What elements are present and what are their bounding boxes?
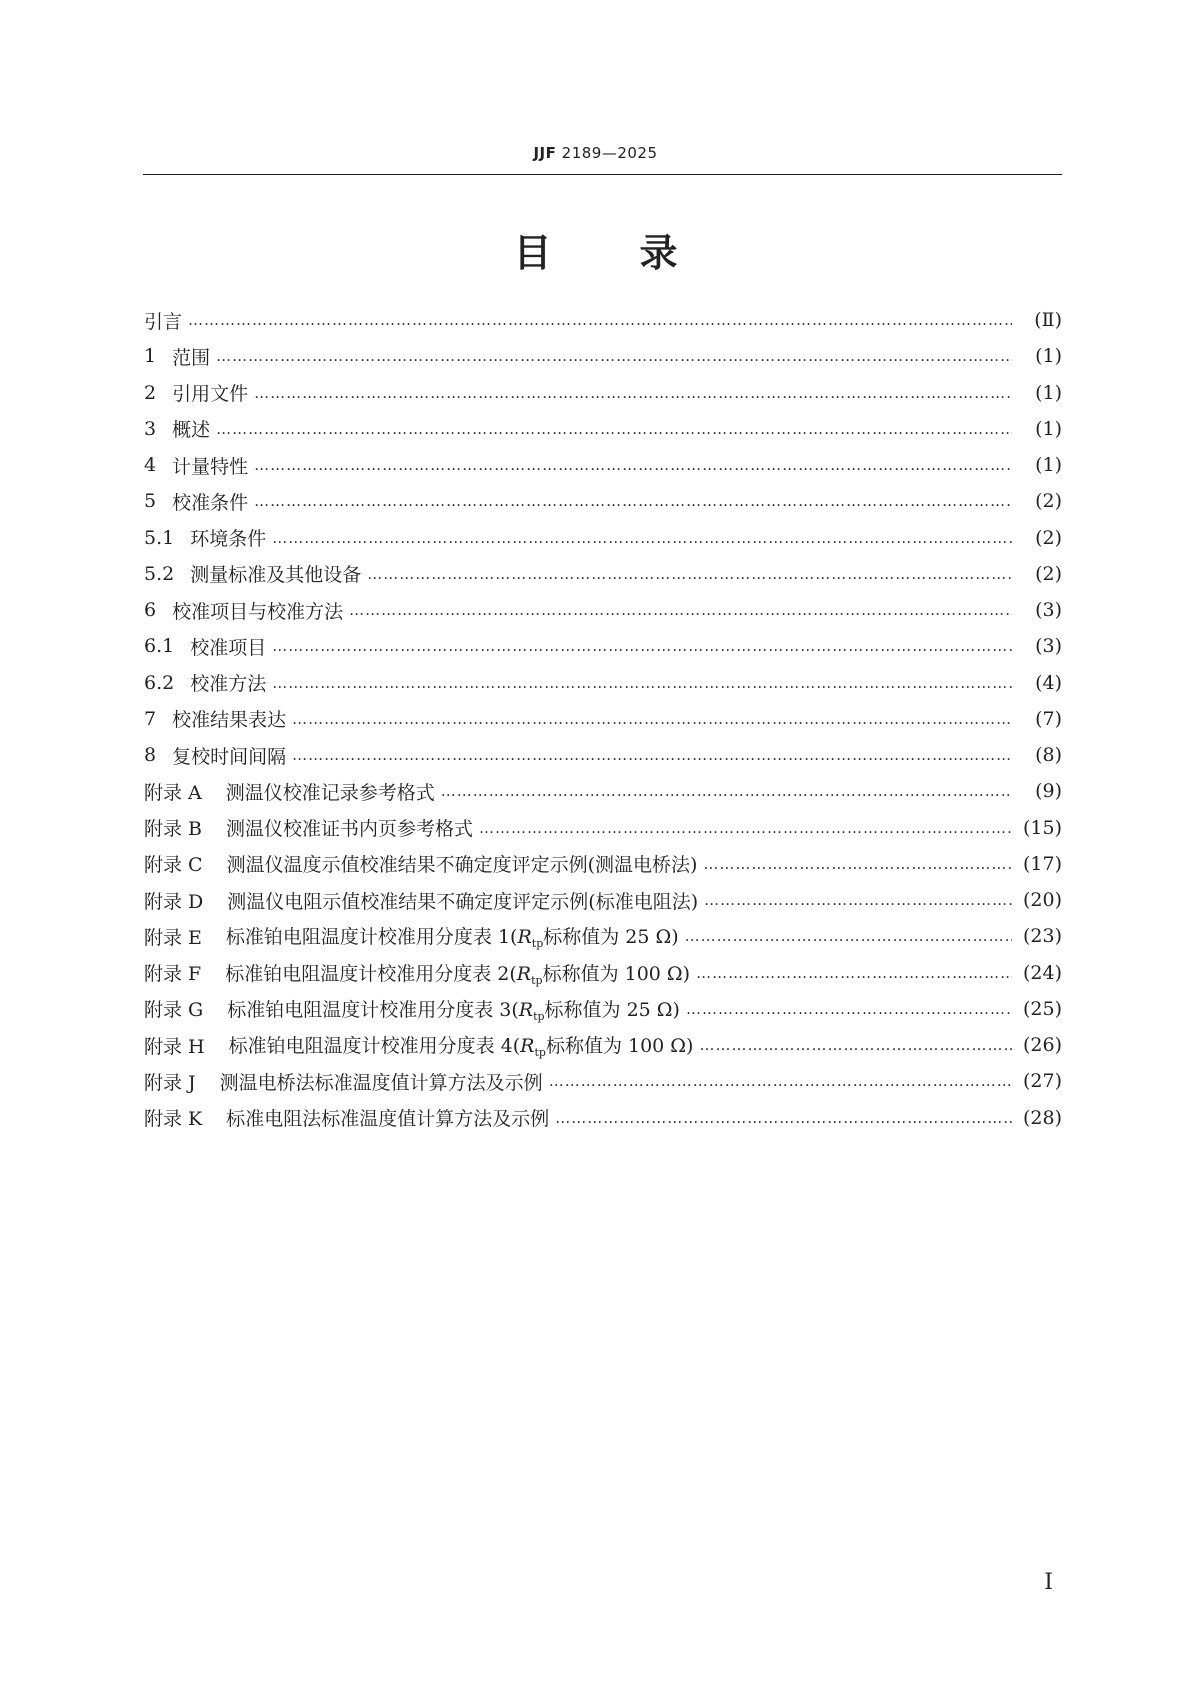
toc-entry-number: 8 — [144, 744, 157, 767]
toc-entry-label — [229, 1031, 694, 1059]
toc-entry-label: 引言 — [144, 310, 183, 333]
toc-entry-page: (27) — [1022, 1070, 1062, 1093]
toc-leader-dots — [254, 492, 1012, 510]
toc-entry-label-prefix: 标准铂电阻温度计校准用分度表 4( — [228, 1035, 521, 1058]
toc-entry[interactable] — [144, 773, 1062, 809]
toc-entry-number: 附录 D — [144, 890, 204, 913]
toc-entry-page: (4) — [1035, 671, 1062, 694]
toc-entry[interactable] — [144, 447, 1062, 483]
toc-entry-page: (1) — [1035, 454, 1062, 477]
toc-entry[interactable] — [144, 302, 1062, 338]
toc-entry-page: (8) — [1035, 744, 1062, 767]
toc-entry[interactable] — [144, 918, 1062, 954]
toc-leader-dots — [292, 710, 1012, 728]
toc-leader-dots — [549, 1072, 1012, 1090]
toc-entry-number: 4 — [144, 454, 157, 477]
toc-leader-dots — [216, 420, 1012, 438]
toc-entry-label-suffix: 标称值为 100 Ω) — [542, 962, 691, 985]
toc-entry-page: (9) — [1035, 780, 1062, 803]
toc-entry[interactable] — [144, 1027, 1062, 1063]
toc-entry[interactable] — [144, 882, 1062, 918]
toc-entry-label: 校准方法 — [190, 673, 267, 696]
toc-entry-page: (26) — [1022, 1034, 1062, 1057]
toc-entry[interactable] — [144, 991, 1062, 1027]
toc-entry-label: 测量标准及其他设备 — [190, 564, 362, 587]
toc-leader-dots — [685, 927, 1012, 945]
toc-entry-label: 计量特性 — [172, 455, 249, 478]
title-char-1: 目 — [513, 231, 552, 275]
toc-entry[interactable] — [144, 556, 1062, 592]
toc-entry-page: (24) — [1022, 961, 1062, 984]
toc-entry-label: 标准电阻法标准温度值计算方法及示例 — [226, 1108, 550, 1131]
toc-entry-subscript: tp — [534, 1046, 546, 1060]
toc-entry-number: 5.1 — [144, 526, 175, 549]
toc-entry[interactable] — [144, 1100, 1062, 1136]
toc-entry-number: 2 — [144, 381, 157, 404]
toc-entry-label-suffix: 标称值为 25 Ω) — [544, 998, 680, 1021]
page-number: Ⅰ — [1044, 1570, 1053, 1595]
toc-entry-label: 校准结果表达 — [172, 709, 287, 732]
header-rule — [143, 174, 1062, 175]
toc-entry-number: 附录 H — [144, 1035, 205, 1058]
toc-leader-dots — [349, 601, 1012, 619]
toc-entry-number: 6.1 — [144, 635, 175, 658]
toc-entry[interactable] — [144, 665, 1062, 701]
toc-entry[interactable] — [144, 846, 1062, 882]
toc-entry[interactable] — [144, 955, 1062, 991]
toc-entry-page: (Ⅱ) — [1034, 309, 1062, 332]
toc-entry-label: 概述 — [172, 419, 211, 442]
toc-entry-number: 附录 E — [144, 926, 202, 949]
toc-entry-page: (2) — [1035, 562, 1062, 585]
toc-entry-label — [225, 959, 690, 987]
toc-entry-number: 6.2 — [144, 671, 175, 694]
toc-entry-variable: R — [518, 998, 534, 1021]
toc-entry-variable: R — [520, 1035, 535, 1058]
toc-entry-subscript: tp — [531, 973, 543, 987]
toc-leader-dots — [703, 855, 1012, 873]
toc-entry-page: (1) — [1035, 345, 1062, 368]
toc-entry-label: 校准项目 — [190, 636, 267, 659]
toc-entry-number: 6 — [144, 599, 157, 622]
toc-entry-page: (3) — [1035, 599, 1062, 622]
toc-entry[interactable] — [144, 810, 1062, 846]
page-title — [0, 222, 1191, 277]
toc-entry-number: 附录 K — [144, 1108, 203, 1131]
toc-entry-page: (25) — [1022, 997, 1062, 1020]
toc-entry-page: (15) — [1022, 816, 1062, 839]
toc-entry-label-suffix: 标称值为 25 Ω) — [543, 926, 679, 949]
toc-entry-label: 复校时间间隔 — [172, 745, 287, 768]
toc-entry-number: 附录 B — [144, 818, 203, 841]
toc-leader-dots — [479, 819, 1012, 837]
header-code-number: 2189—2025 — [556, 144, 658, 162]
toc-entry-number: 附录 J — [144, 1071, 196, 1094]
toc-leader-dots — [555, 1109, 1012, 1127]
toc-leader-dots — [188, 311, 1012, 329]
toc-leader-dots — [292, 746, 1012, 764]
toc-entry-page: (1) — [1035, 381, 1062, 404]
toc-entry-page: (20) — [1022, 889, 1062, 912]
toc-entry-number: 附录 A — [144, 781, 202, 804]
toc-entry[interactable] — [144, 520, 1062, 556]
toc-entry[interactable] — [144, 483, 1062, 519]
toc-entry[interactable] — [144, 375, 1062, 411]
toc-entry[interactable] — [144, 701, 1062, 737]
toc-entry-label: 校准项目与校准方法 — [172, 600, 344, 623]
toc-entry-variable: R — [516, 962, 532, 985]
toc-leader-dots — [216, 347, 1012, 365]
toc-entry-subscript: tp — [533, 1009, 545, 1023]
toc-entry[interactable] — [144, 338, 1062, 374]
toc-leader-dots — [696, 964, 1012, 982]
toc-entry-label: 范围 — [172, 346, 211, 369]
toc-entry-page: (17) — [1022, 852, 1062, 875]
toc-leader-dots — [699, 1036, 1012, 1054]
toc-entry-number: 7 — [144, 707, 157, 730]
toc-entry-page: (3) — [1035, 635, 1062, 658]
toc-entry-page: (7) — [1035, 707, 1062, 730]
toc-entry-page: (1) — [1035, 417, 1062, 440]
toc-leader-dots — [254, 384, 1012, 402]
toc-entry-label: 测温仪校准证书内页参考格式 — [226, 818, 474, 841]
toc-entry-label: 环境条件 — [190, 528, 267, 551]
toc-entry[interactable] — [144, 1063, 1062, 1099]
toc-entry[interactable] — [144, 592, 1062, 628]
toc-entry-label: 测温仪温度示值校准结果不确定度评定示例(测温电桥法) — [226, 854, 698, 877]
toc-entry-label-prefix: 标准铂电阻温度计校准用分度表 1( — [225, 926, 518, 949]
toc-leader-dots — [272, 637, 1012, 655]
toc-entry[interactable] — [144, 737, 1062, 773]
table-of-contents — [144, 302, 1062, 1136]
toc-entry-variable: R — [517, 926, 532, 949]
document-header — [0, 144, 1191, 162]
toc-entry-page: (2) — [1035, 526, 1062, 549]
toc-entry-page: (28) — [1022, 1106, 1062, 1129]
toc-entry-label-prefix: 标准铂电阻温度计校准用分度表 2( — [225, 962, 517, 985]
toc-entry-page: (2) — [1035, 490, 1062, 513]
toc-entry-label: 引用文件 — [172, 383, 249, 406]
toc-entry-label: 测温电桥法标准温度值计算方法及示例 — [219, 1071, 543, 1094]
toc-leader-dots — [704, 891, 1012, 909]
toc-leader-dots — [254, 456, 1012, 474]
toc-leader-dots — [686, 1000, 1012, 1018]
toc-leader-dots — [272, 529, 1012, 547]
toc-entry-page: (23) — [1022, 925, 1062, 948]
toc-entry-label — [226, 922, 679, 950]
toc-entry-number: 附录 F — [144, 963, 202, 986]
toc-entry-label: 测温仪电阻示值校准结果不确定度评定示例(标准电阻法) — [227, 890, 699, 913]
toc-entry-number: 3 — [144, 417, 157, 440]
toc-entry-label: 校准条件 — [172, 491, 249, 514]
toc-entry-label: 测温仪校准记录参考格式 — [225, 781, 435, 804]
toc-entry-number: 5 — [144, 490, 157, 513]
toc-entry[interactable] — [144, 411, 1062, 447]
toc-entry-label-prefix: 标准铂电阻温度计校准用分度表 3( — [227, 998, 519, 1021]
toc-entry-label — [227, 995, 680, 1023]
title-char-2: 录 — [639, 231, 678, 275]
toc-entry-subscript: tp — [531, 937, 544, 951]
toc-entry-number: 附录 C — [144, 854, 203, 877]
toc-entry[interactable] — [144, 628, 1062, 664]
toc-leader-dots — [272, 674, 1012, 692]
toc-leader-dots — [367, 565, 1012, 583]
toc-entry-number: 附录 G — [144, 999, 204, 1022]
toc-leader-dots — [441, 782, 1012, 800]
toc-entry-label-suffix: 标称值为 100 Ω) — [545, 1035, 694, 1058]
toc-entry-number: 5.2 — [144, 562, 175, 585]
header-code-prefix: JJF — [533, 144, 557, 162]
toc-entry-number: 1 — [144, 345, 157, 368]
